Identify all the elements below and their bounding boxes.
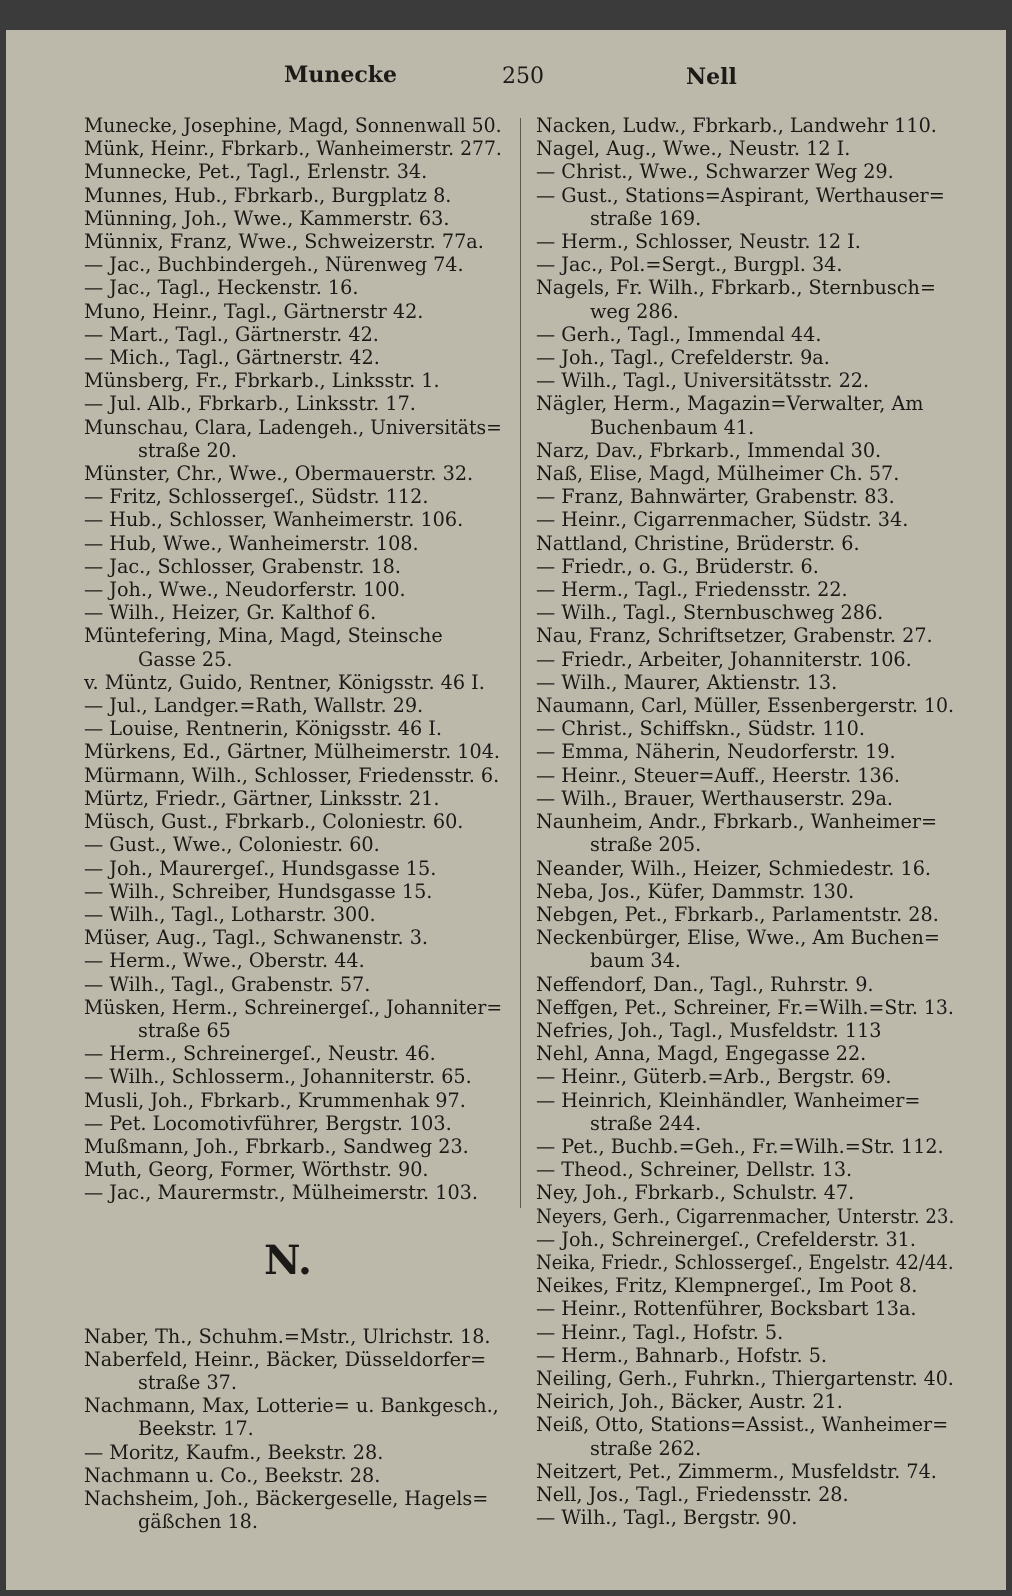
directory-entry <box>536 601 954 624</box>
entry-text: — Herm., Schreinergeſ., Neustr. 46. <box>84 1042 436 1066</box>
page-number: 250 <box>502 64 544 89</box>
entry-text: — Christ., Schiffskn., Südstr. 110. <box>536 717 865 741</box>
directory-entry <box>536 346 954 369</box>
directory-entry <box>84 485 502 508</box>
directory-entry <box>84 532 502 555</box>
entry-text: Munnes, Hub., Fbrkarb., Burgplatz 8. <box>84 183 452 207</box>
entry-text: Neiling, Gerh., Fuhrkn., Thiergartenstr. 40. <box>536 1366 954 1390</box>
entry-text: — Joh., Tagl., Crefelderstr. 9a. <box>536 346 830 370</box>
entry-continuation: Buchenbaum 41. <box>590 415 755 439</box>
directory-entry <box>84 1135 502 1158</box>
directory-entry <box>536 160 954 183</box>
entry-text: — Moritz, Kaufm., Beekstr. 28. <box>84 1440 384 1464</box>
directory-entry <box>536 532 954 555</box>
directory-entry <box>84 207 502 230</box>
directory-entry <box>536 1042 954 1065</box>
entry-text: — Wilh., Schreiber, Hundsgasse 15. <box>84 879 433 903</box>
directory-entry <box>536 810 954 856</box>
directory-entry <box>536 857 954 880</box>
directory-entry <box>84 160 502 183</box>
entry-text: — Hub, Wwe., Wanheimerstr. 108. <box>84 531 419 555</box>
entry-text: — Friedr., o. G., Brüderstr. 6. <box>536 554 819 578</box>
directory-entry <box>84 880 502 903</box>
directory-entry <box>536 184 954 230</box>
entry-text: Nebgen, Pet., Fbrkarb., Parlamentstr. 28. <box>536 902 939 926</box>
entry-text: Narz, Dav., Fbrkarb., Immendal 30. <box>536 438 882 462</box>
directory-entry <box>84 1181 502 1204</box>
directory-entry <box>536 1390 954 1413</box>
entry-text: — Herm., Tagl., Friedensstr. 22. <box>536 578 848 602</box>
directory-entry <box>84 1441 502 1464</box>
entry-text: — Joh., Wwe., Neudorferstr. 100. <box>84 578 406 602</box>
entry-text: Müsken, Herm., Schreinergeſ., Johanniter= <box>84 995 503 1019</box>
entry-text: — Mart., Tagl., Gärtnerstr. 42. <box>84 322 379 346</box>
entry-text: — Friedr., Arbeiter, Johanniterstr. 106. <box>536 647 912 671</box>
directory-entry <box>84 949 502 972</box>
entry-text: Munecke, Josephine, Magd, Sonnenwall 50. <box>84 114 502 137</box>
directory-entry <box>536 694 954 717</box>
entry-text: Mürkens, Ed., Gärtner, Mülheimerstr. 104. <box>84 740 501 764</box>
entry-continuation: straße 262. <box>590 1436 702 1460</box>
directory-entry <box>84 508 502 531</box>
directory-entry <box>84 1089 502 1112</box>
entry-text: Neffendorf, Dan., Tagl., Ruhrstr. 9. <box>536 972 874 996</box>
entry-continuation: straße 169. <box>590 206 702 230</box>
directory-entry <box>536 253 954 276</box>
entry-text: Muno, Heinr., Tagl., Gärtnerstr 42. <box>84 299 424 323</box>
directory-entry <box>536 717 954 740</box>
entry-text: — Joh., Schreinergeſ., Crefelderstr. 31. <box>536 1227 916 1251</box>
directory-entry <box>536 1089 954 1135</box>
directory-entry <box>536 1019 954 1042</box>
directory-entry <box>536 648 954 671</box>
directory-entry <box>84 253 502 276</box>
directory-entry <box>536 671 954 694</box>
entry-text: Neander, Wilh., Heizer, Schmiedestr. 16. <box>536 856 932 880</box>
directory-entry <box>536 1344 954 1367</box>
entry-continuation: baum 34. <box>590 949 681 973</box>
directory-entry <box>84 671 502 694</box>
directory-entry <box>536 624 954 647</box>
entry-text: Neckenbürger, Elise, Wwe., Am Buchen= <box>536 926 940 950</box>
directory-entry <box>84 764 502 787</box>
directory-entry <box>84 1348 502 1394</box>
entry-text: — Jac., Buchbindergeh., Nürenweg 74. <box>84 253 464 277</box>
page-header <box>6 62 1006 102</box>
entry-text: — Wilh., Schlosserm., Johanniterstr. 65. <box>84 1065 472 1089</box>
directory-entry <box>84 1464 502 1487</box>
directory-entry <box>536 439 954 462</box>
entry-text: Münk, Heinr., Fbrkarb., Wanheimerstr. 277. <box>84 137 502 161</box>
directory-entry <box>84 973 502 996</box>
entry-text: — Gust., Stations=Aspirant, Werthauser= <box>536 183 945 207</box>
entry-text: v. Müntz, Guido, Rentner, Königsstr. 46 I. <box>84 670 485 694</box>
directory-entry <box>536 1065 954 1088</box>
directory-entry <box>536 1205 954 1228</box>
entry-text: — Wilh., Tagl., Bergstr. 90. <box>536 1506 798 1530</box>
entry-text: — Wilh., Tagl., Lotharstr. 300. <box>84 902 376 926</box>
directory-entry <box>84 416 502 462</box>
entry-continuation: straße 37. <box>138 1370 237 1394</box>
directory-entry <box>84 276 502 299</box>
entry-text: Musli, Joh., Fbrkarb., Krummenhak 97. <box>84 1088 466 1112</box>
directory-entry <box>84 369 502 392</box>
entry-text: Nefries, Joh., Tagl., Musfeldstr. 113 <box>536 1018 882 1042</box>
directory-entry <box>536 1321 954 1344</box>
header-left-keyword: Munecke <box>284 62 397 88</box>
entry-text: Naß, Elise, Magd, Mülheimer Ch. 57. <box>536 462 900 486</box>
directory-entry <box>536 1181 954 1204</box>
entry-text: — Jac., Pol.=Sergt., Burgpl. 34. <box>536 253 843 277</box>
directory-entry <box>84 1394 502 1440</box>
directory-entry <box>536 392 954 438</box>
directory-entry <box>84 114 502 137</box>
entry-text: — Heinr., Güterb.=Arb., Bergstr. 69. <box>536 1065 892 1089</box>
left-column <box>84 114 502 1533</box>
entry-text: Nacken, Ludw., Fbrkarb., Landwehr 110. <box>536 114 937 137</box>
entry-text: Nachsheim, Joh., Bäckergeselle, Hagels= <box>84 1486 489 1510</box>
entry-text: Mürmann, Wilh., Schlosser, Friedensstr. 6. <box>84 763 500 787</box>
entry-text: Münning, Joh., Wwe., Kammerstr. 63. <box>84 206 450 230</box>
entry-text: — Pet. Locomotivführer, Bergstr. 103. <box>84 1111 452 1135</box>
directory-entry <box>84 555 502 578</box>
entry-text: — Jac., Maurermstr., Mülheimerstr. 103. <box>84 1181 478 1205</box>
entry-text: — Wilh., Heizer, Gr. Kalthof 6. <box>84 601 377 625</box>
directory-entry <box>84 230 502 253</box>
entry-text: Nagel, Aug., Wwe., Neustr. 12 I. <box>536 137 851 161</box>
entry-text: — Hub., Schlosser, Wanheimerstr. 106. <box>84 508 464 532</box>
entry-text: Nachmann, Max, Lotterie= u. Bankgesch., <box>84 1394 499 1418</box>
directory-entry <box>84 1158 502 1181</box>
entry-text: Neffgen, Pet., Schreiner, Fr.=Wilh.=Str. 13. <box>536 995 954 1019</box>
directory-entry <box>536 1228 954 1251</box>
directory-entry <box>84 184 502 207</box>
entry-text: — Christ., Wwe., Schwarzer Weg 29. <box>536 160 894 184</box>
column-divider <box>520 118 521 1208</box>
entry-continuation: straße 20. <box>138 438 237 462</box>
directory-entry <box>536 1506 954 1529</box>
entry-text: Münsberg, Fr., Fbrkarb., Linksstr. 1. <box>84 369 440 393</box>
directory-entry <box>536 555 954 578</box>
directory-entry <box>84 578 502 601</box>
entry-text: Nachmann u. Co., Beekstr. 28. <box>84 1463 381 1487</box>
directory-entry <box>84 137 502 160</box>
directory-entry <box>84 462 502 485</box>
entry-text: — Herm., Wwe., Oberstr. 44. <box>84 949 365 973</box>
entry-continuation: gäßchen 18. <box>138 1510 258 1534</box>
directory-entry <box>536 276 954 322</box>
entry-text: — Joh., Maurergeſ., Hundsgasse 15. <box>84 856 437 880</box>
entry-text: — Emma, Näherin, Neudorferstr. 19. <box>536 740 896 764</box>
entry-text: Neyers, Gerh., Cigarrenmacher, Unterstr. 23. <box>536 1204 955 1228</box>
directory-entry <box>536 1251 954 1274</box>
directory-entry <box>536 578 954 601</box>
directory-entry <box>536 1413 954 1459</box>
entry-text: — Gerh., Tagl., Immendal 44. <box>536 322 822 346</box>
entry-text: — Theod., Schreiner, Dellstr. 13. <box>536 1158 853 1182</box>
directory-entry <box>84 833 502 856</box>
directory-entry <box>536 740 954 763</box>
directory-entry <box>84 1487 502 1533</box>
directory-entry <box>536 462 954 485</box>
entry-text: Münnix, Franz, Wwe., Schweizerstr. 77a. <box>84 230 484 254</box>
entry-text: Müser, Aug., Tagl., Schwanenstr. 3. <box>84 926 429 950</box>
directory-entry <box>84 996 502 1042</box>
entry-text: Neitzert, Pet., Zimmerm., Musfeldstr. 74. <box>536 1459 937 1483</box>
directory-entry <box>84 926 502 949</box>
entry-text: — Fritz, Schlossergeſ., Südstr. 112. <box>84 485 429 509</box>
entry-text: — Heinrich, Kleinhändler, Wanheimer= <box>536 1088 921 1112</box>
entry-text: Naunheim, Andr., Fbrkarb., Wanheimer= <box>536 810 938 834</box>
entry-continuation: straße 205. <box>590 833 702 857</box>
entry-text: Nattland, Christine, Brüderstr. 6. <box>536 531 860 555</box>
entry-text: Muth, Georg, Former, Wörthstr. 90. <box>84 1158 429 1182</box>
directory-entry <box>536 137 954 160</box>
directory-entry <box>84 1112 502 1135</box>
directory-entry <box>84 787 502 810</box>
entry-text: — Wilh., Tagl., Sternbuschweg 286. <box>536 601 884 625</box>
entry-text: Ney, Joh., Fbrkarb., Schulstr. 47. <box>536 1181 855 1205</box>
directory-entry <box>84 1325 502 1348</box>
section-letter: N. <box>264 1236 312 1284</box>
entry-continuation: straße 244. <box>590 1111 702 1135</box>
directory-entry <box>84 601 502 624</box>
entry-text: — Wilh., Tagl., Universitätsstr. 22. <box>536 369 870 393</box>
directory-entry <box>84 903 502 926</box>
directory-entry <box>536 1483 954 1506</box>
entry-text: — Franz, Bahnwärter, Grabenstr. 83. <box>536 485 895 509</box>
directory-entry <box>536 996 954 1019</box>
directory-entry <box>536 508 954 531</box>
entry-text: — Pet., Buchb.=Geh., Fr.=Wilh.=Str. 112. <box>536 1134 944 1158</box>
entry-text: — Jac., Schlosser, Grabenstr. 18. <box>84 554 401 578</box>
directory-entry <box>84 1065 502 1088</box>
directory-entry <box>536 485 954 508</box>
entry-text: Neba, Jos., Küfer, Dammstr. 130. <box>536 879 855 903</box>
header-right-keyword: Nell <box>686 64 737 90</box>
right-column <box>536 114 954 1529</box>
entry-text: Nehl, Anna, Magd, Engegasse 22. <box>536 1042 867 1066</box>
entry-text: Neika, Friedr., Schlossergeſ., Engelstr. 42/44. <box>536 1250 954 1274</box>
entry-text: Nägler, Herm., Magazin=Verwalter, Am <box>536 392 924 416</box>
entry-text: — Jul. Alb., Fbrkarb., Linksstr. 17. <box>84 392 416 416</box>
entry-text: — Wilh., Brauer, Werthauserstr. 29a. <box>536 786 893 810</box>
entry-text: Müntefering, Mina, Magd, Steinsche <box>84 624 443 648</box>
entry-text: Neiß, Otto, Stations=Assist., Wanheimer= <box>536 1413 949 1437</box>
entry-text: Naberfeld, Heinr., Bäcker, Düsseldorfer= <box>84 1347 487 1371</box>
entry-text: — Heinr., Tagl., Hofstr. 5. <box>536 1320 784 1344</box>
entry-continuation: Gasse 25. <box>138 647 233 671</box>
directory-entry <box>536 973 954 996</box>
directory-entry <box>536 369 954 392</box>
directory-entry <box>536 903 954 926</box>
directory-entry <box>536 1135 954 1158</box>
directory-entry <box>536 1274 954 1297</box>
entry-text: Mußmann, Joh., Fbrkarb., Sandweg 23. <box>84 1134 469 1158</box>
directory-entry <box>536 114 954 137</box>
entry-text: — Mich., Tagl., Gärtnerstr. 42. <box>84 346 380 370</box>
entry-text: — Heinr., Steuer=Auff., Heerstr. 136. <box>536 763 901 787</box>
entry-text: — Jul., Landger.=Rath, Wallstr. 29. <box>84 694 424 718</box>
directory-entry <box>84 740 502 763</box>
entry-text: Müsch, Gust., Fbrkarb., Coloniestr. 60. <box>84 810 464 834</box>
entry-text: Neikes, Fritz, Klempnergeſ., Im Poot 8. <box>536 1274 918 1298</box>
entry-text: Nagels, Fr. Wilh., Fbrkarb., Sternbusch= <box>536 276 936 300</box>
directory-entry <box>536 1367 954 1390</box>
directory-entry <box>84 717 502 740</box>
entry-text: Nau, Franz, Schriftsetzer, Grabenstr. 27. <box>536 624 933 648</box>
directory-entry <box>536 926 954 972</box>
directory-entry <box>536 1297 954 1320</box>
entry-text: — Heinr., Rottenführer, Bocksbart 13a. <box>536 1297 917 1321</box>
directory-entry <box>536 880 954 903</box>
entry-text: Nell, Jos., Tagl., Friedensstr. 28. <box>536 1482 849 1506</box>
entry-text: — Wilh., Tagl., Grabenstr. 57. <box>84 972 371 996</box>
entry-text: Münster, Chr., Wwe., Obermauerstr. 32. <box>84 462 474 486</box>
entry-continuation: straße 65 <box>138 1018 231 1042</box>
entry-text: — Herm., Schlosser, Neustr. 12 I. <box>536 230 861 254</box>
entry-text: — Wilh., Maurer, Aktienstr. 13. <box>536 670 838 694</box>
directory-entry <box>84 1042 502 1065</box>
entry-continuation: weg 286. <box>590 299 679 323</box>
entry-text: Naber, Th., Schuhm.=Mstr., Ulrichstr. 18. <box>84 1324 491 1348</box>
directory-entry <box>536 323 954 346</box>
entry-text: — Heinr., Cigarrenmacher, Südstr. 34. <box>536 508 909 532</box>
directory-entry <box>536 1158 954 1181</box>
directory-entry <box>84 392 502 415</box>
directory-entry <box>84 694 502 717</box>
directory-entry <box>536 1460 954 1483</box>
directory-entry <box>84 323 502 346</box>
entry-text: — Jac., Tagl., Heckenstr. 16. <box>84 276 359 300</box>
directory-entry <box>84 810 502 833</box>
directory-entry <box>84 624 502 670</box>
directory-entry <box>536 764 954 787</box>
directory-entry <box>536 230 954 253</box>
entry-text: — Gust., Wwe., Coloniestr. 60. <box>84 833 380 857</box>
entry-continuation: Beekstr. 17. <box>138 1417 254 1441</box>
entry-text: Naumann, Carl, Müller, Essenbergerstr. 10. <box>536 694 954 718</box>
directory-entry <box>84 300 502 323</box>
entry-text: — Herm., Bahnarb., Hofstr. 5. <box>536 1343 827 1367</box>
entry-text: Munnecke, Pet., Tagl., Erlenstr. 34. <box>84 160 428 184</box>
directory-entry <box>84 857 502 880</box>
entry-text: — Louise, Rentnerin, Königsstr. 46 I. <box>84 717 442 741</box>
directory-entry <box>536 787 954 810</box>
entry-text: Mürtz, Friedr., Gärtner, Linksstr. 21. <box>84 786 440 810</box>
directory-entry <box>84 346 502 369</box>
entry-text: Munschau, Clara, Ladengeh., Universitäts= <box>84 415 502 439</box>
directory-page <box>6 30 1006 1590</box>
entry-text: Neirich, Joh., Bäcker, Austr. 21. <box>536 1390 843 1414</box>
